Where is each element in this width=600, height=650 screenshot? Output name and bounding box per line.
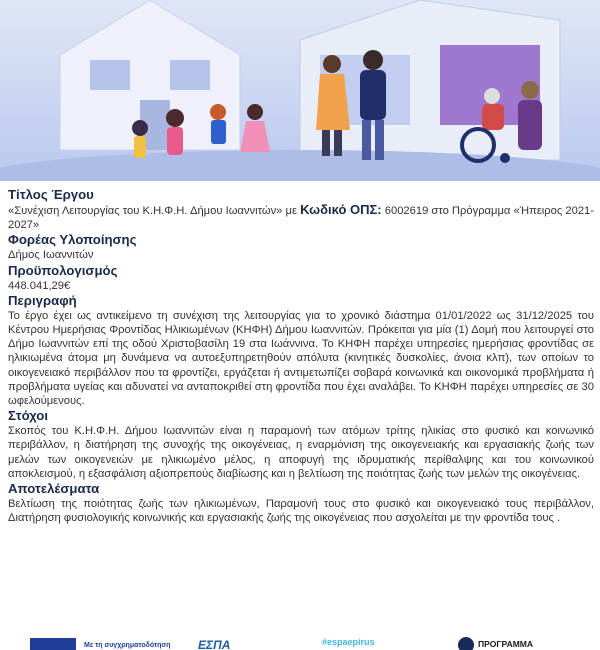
goals-heading: Στόχοι — [8, 408, 48, 424]
program-logo-text: ΠΡΟΓΡΑΜΜΑ — [478, 639, 534, 649]
project-title-part2: 6002619 στο Πρόγραμμα «Ήπειρος 2021-2027» — [8, 205, 594, 232]
project-content — [8, 187, 594, 525]
eu-cofunding-text: Με τη συγχρηματοδότηση — [84, 642, 171, 649]
budget-value: 448.041,29€ — [8, 279, 71, 292]
description-text: Το έργο έχει ως αντικείμενο τη συνέχιση της λειτουργίας για το χρονικό διάστημα 01/01/2022 ως 31/12/2025 του Κέντρου Ημερήσιας Φροντίδας Ηλικιωμένων (ΚΗΦΗ) Δήμου Ιωαννιτών. Πρόκειται για μία (1) Δομή που λειτουργεί στο Δήμο Ιωαννιτών επί της οδού Χριστοβασίλη 19 στα Ιωάννινα. Το ΚΗΦΗ παρέχει υπηρεσίες ημερήσιας φροντίδας σε ηλικιωμένα άτομα μη δυνάμενα να αυτοεξυπηρετηθούν απόλυτα (κινητικές δυσκολίες, άνοια κλπ), των οποίων το οικογενειακό περιβάλλον που τα φροντίζει, εργάζεται ή αντιμετωπίζει σοβαρά κοινωνικά και οικονομικά προβλήματα ή προβλήματα υγείας και αδυνατεί να ανταποκριθεί στη φροντίδα που έχει αναλάβει. Το ΚΗΦΗ παρέχει υπηρεσίες σε 30 ωφελούμενους. — [8, 309, 594, 408]
description-heading: Περιγραφή — [8, 292, 77, 308]
espa-logo: ΕΣΠΑ — [198, 638, 231, 650]
project-title-heading: Τίτλος Έργου — [8, 187, 94, 202]
implementing-body-heading: Φορέας Υλοποίησης — [8, 232, 137, 248]
implementing-body-value: Δήμος Ιωαννιτών — [8, 249, 94, 262]
hero-illustration — [0, 0, 600, 181]
budget-heading: Προϋπολογισμός — [8, 262, 118, 278]
project-title-part1: «Συνέχιση Λειτουργίας του Κ.Η.Φ.Η. Δήμου Ιωαννιτών» με — [8, 205, 301, 217]
espa-hashtag: #espaepirus — [322, 637, 375, 647]
eu-flag-icon — [30, 638, 76, 650]
ops-code-label: Κωδικό ΟΠΣ: — [300, 202, 382, 217]
program-logo-icon — [458, 637, 474, 650]
results-heading: Αποτελέσματα — [8, 481, 100, 497]
footer-logos — [0, 634, 600, 650]
goals-text: Σκοπός του Κ.Η.Φ.Η. Δήμου Ιωαννιτών είναι η παραμονή των ατόμων τρίτης ηλικίας στο φυσικό και κοινωνικό περιβάλλον, η διατήρηση της συνοχής της οικογένειας, η εναρμόνιση της οικογενειακής και εργασιακής ζωής των μελών των οικογενειών με ηλικιωμένο μέλος, η αποφυγή της ιδρυματικής περίθαλψης και του κοινωνικού αποκλεισμού, η εξασφάλιση αξιοπρεπούς διαβίωσης και η βελτίωση της ποιότητας ζωής των μελών της οικογένειας. — [8, 425, 594, 480]
project-title-text — [8, 203, 594, 232]
results-text: Βελτίωση της ποιότητας ζωής των ηλικιωμένων, Παραμονή τους στο φυσικό και οικογενειακό τους περιβάλλον, Διατήρηση φυσιολογικής κοινωνικής και εργασιακής ζωής της οικογένειας που ασχολείται με την φροντίδα τους . — [8, 498, 594, 525]
